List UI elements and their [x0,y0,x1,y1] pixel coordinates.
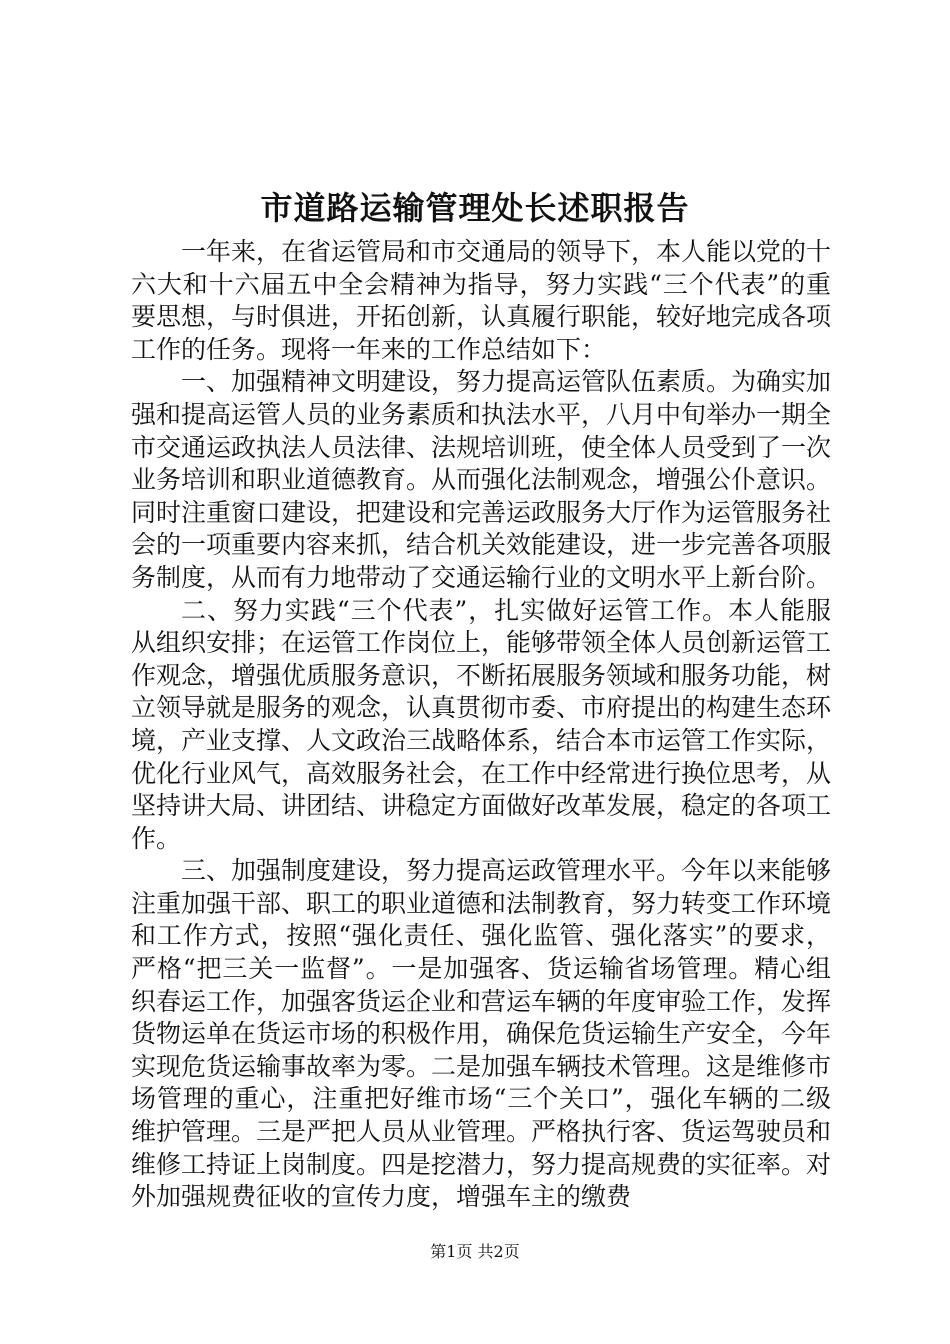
page-number-footer: 第1页 共2页 [430,1242,520,1261]
paragraph-intro: 一年来，在省运管局和市交通局的领导下，本人能以党的十六大和十六届五中全会精神为指导，努力实践“三个代表”的重要思想，与时俱进，开拓创新，认真履行职能，较好地完成各项工作的任务。现将一年来的工作总结如下： [131,237,832,364]
paragraph-section-2: 二、努力实践“三个代表”，扎实做好运管工作。本人能服从组织安排；在运管工作岗位上，能够带领全体人员创新运管工作观念，增强优质服务意识，不断拓展服务领域和服务功能，树立领导就是服务的观念，认真贯彻市委、市府提出的构建生态环境，产业支撑、人文政治三战略体系，结合本市运管工作实际，优化行业风气，高效服务社会，在工作中经常进行换位思考，从坚持讲大局、讲团结、讲稳定方面做好改革发展，稳定的各项工作。 [131,595,832,853]
paragraph-section-3: 三、加强制度建设，努力提高运政管理水平。今年以来能够注重加强干部、职工的职业道德和法制教育，努力转变工作环境和工作方式，按照“强化责任、强化监管、强化落实”的要求，严格“把三关一监督”。一是加强客、货运输省场管理。精心组织春运工作，加强客货运企业和营运车辆的年度审验工作，发挥货物运单在货运市场的积极作用，确保危货运输生产安全，今年实现危货运输事故率为零。二是加强车辆技术管理。这是维修市场管理的重心，注重把好维市场“三个关口”，强化车辆的二级维护管理。三是严把人员从业管理。严格执行客、货运驾驶员和维修工持证上岗制度。四是挖潜力，努力提高规费的实征率。对外加强规费征收的宣传力度，增强车主的缴费 [131,856,832,1212]
document-title: 市道路运输管理处长述职报告 [260,189,690,227]
document-body [131,236,831,1214]
paragraph-section-1: 一、加强精神文明建设，努力提高运管队伍素质。为确实加强和提高运管人员的业务素质和执法水平，八月中旬举办一期全市交通运政执法人员法律、法规培训班，使全体人员受到了一次业务培训和职业道德教育。从而强化法制观念，增强公仆意识。同时注重窗口建设，把建设和完善运政服务大厅作为运管服务社会的一项重要内容来抓，结合机关效能建设，进一步完善各项服务制度，从而有力地带动了交通运输行业的文明水平上新台阶。 [131,367,832,592]
